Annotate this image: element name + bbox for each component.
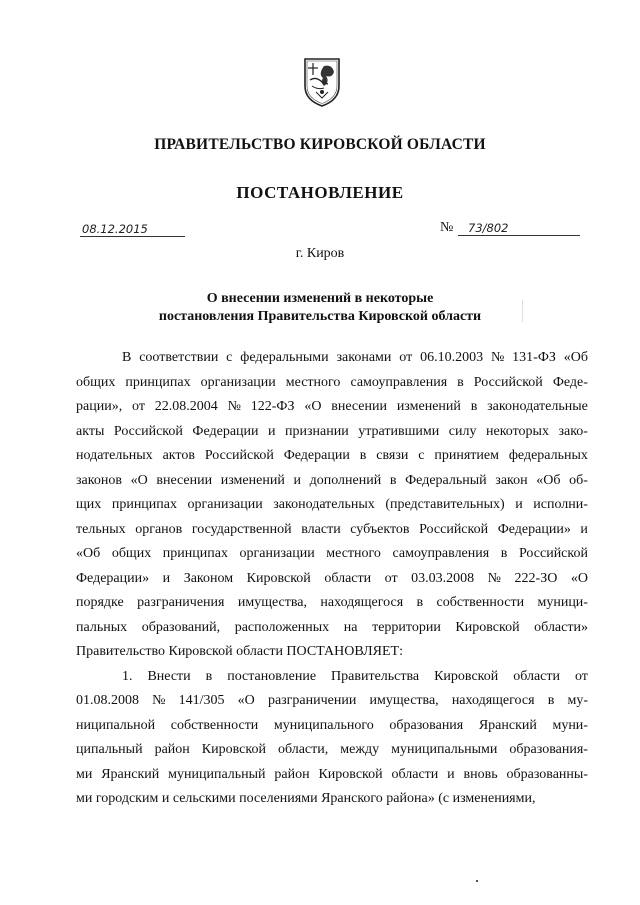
- document-body: [76, 346, 588, 812]
- body-line: пальных образований, расположенных на территории Кировской области»: [76, 619, 588, 635]
- body-line: «Об общих принципах организации местного самоуправления в Российской: [76, 546, 588, 561]
- city-label: г. Киров: [295, 246, 345, 261]
- body-line: законов «О внесении изменений и дополнений в Федеральный закон «Об об-: [76, 472, 588, 488]
- body-line: рации», от 22.08.2004 № 122-ФЗ «О внесении изменений в законодательные: [76, 399, 588, 414]
- body-line: щих принципах организации законодательных (представительных) и исполни-: [76, 497, 588, 512]
- body-line: порядке разграничения имущества, находящегося в собственности муници-: [76, 595, 588, 610]
- body-line: Правительство Кировской области ПОСТАНОВЛЯЕТ:: [76, 644, 403, 659]
- scan-dot: [476, 880, 478, 882]
- body-line: акты Российской Федерации и признании утратившими силу некоторых зако-: [76, 423, 588, 439]
- subject-line: О внесении изменений в некоторые: [206, 291, 434, 306]
- body-line: нодательных актов Российской Федерации в связи с принятием федеральных: [76, 448, 588, 463]
- number-underline: [458, 235, 580, 236]
- document-number: 73/802: [468, 221, 509, 235]
- document-type-title: ПОСТАНОВЛЕНИЕ: [236, 183, 404, 202]
- body-line: ниципальной собственности муниципального образования Яранский муни-: [76, 717, 588, 733]
- document-date: 08.12.2015: [80, 222, 185, 237]
- paragraph-preamble: [76, 346, 588, 665]
- paragraph-item-1: [76, 665, 588, 812]
- body-line: ми городским и сельскими поселениями Яранского района» (с изменениями,: [76, 791, 536, 806]
- margin-mark: [522, 300, 523, 322]
- document-number-field: [440, 220, 580, 236]
- number-sign: №: [440, 220, 454, 235]
- body-line: Федерации» и Законом Кировской области от 03.03.2008 № 222-ЗО «О: [76, 570, 588, 586]
- body-line: 01.08.2008 № 141/305 «О разграничении имущества, находящегося в му-: [76, 693, 588, 708]
- body-line: общих принципах организации местного самоуправления в Российской Феде-: [76, 374, 588, 390]
- organization-title: ПРАВИТЕЛЬСТВО КИРОВСКОЙ ОБЛАСТИ: [154, 136, 486, 153]
- body-line: тельных органов государственной власти субъектов Российской Федерации» и: [76, 521, 588, 537]
- body-line: В соответствии с федеральными законами от 06.10.2003 № 131-ФЗ «Об: [122, 350, 588, 365]
- coat-of-arms-icon: [302, 56, 342, 108]
- document-subject: [0, 290, 640, 326]
- body-line: 1. Внести в постановление Правительства Кировской области от: [122, 668, 588, 684]
- subject-line: постановления Правительства Кировской области: [158, 309, 482, 324]
- body-line: ципальный район Кировской области, между муниципальными образования-: [76, 742, 588, 757]
- body-line: ми Яранский муниципальный район Кировской области и вновь образованны-: [76, 766, 588, 782]
